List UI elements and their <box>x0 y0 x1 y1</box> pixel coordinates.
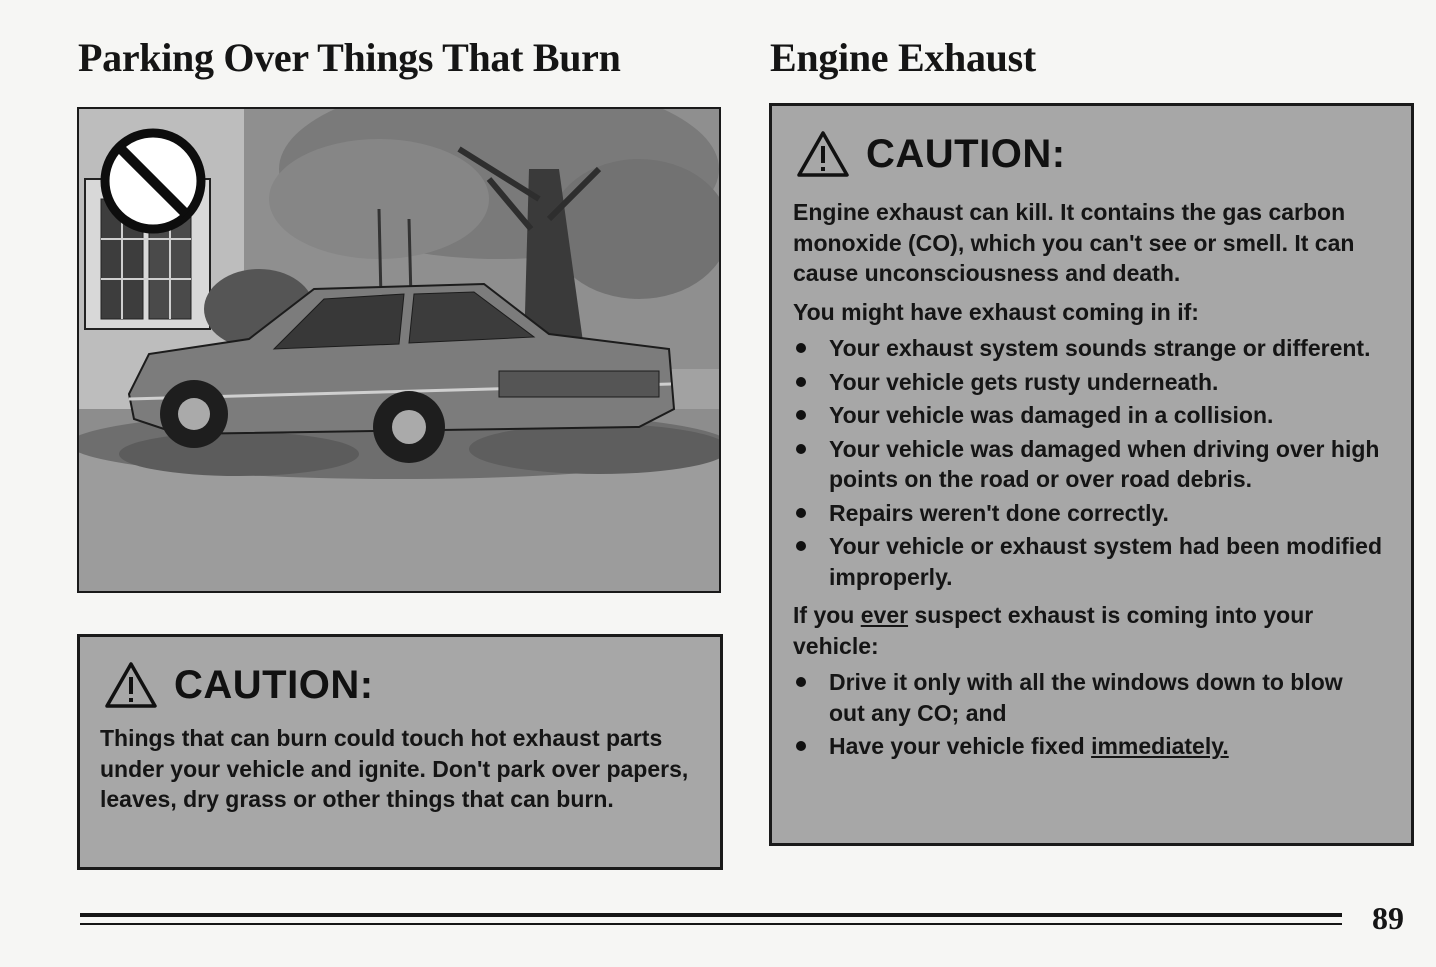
list-item <box>793 731 1383 762</box>
caution-label: CAUTION: <box>866 131 1066 176</box>
list-item: Your vehicle was damaged in a collision. <box>793 400 1383 431</box>
illustration-car-over-leaves <box>77 107 721 593</box>
caution-box-engine-exhaust <box>769 103 1414 846</box>
caution-box-parking <box>77 634 723 870</box>
action-emphasis: immediately. <box>1091 733 1229 759</box>
list-item: Drive it only with all the windows down to blow out any CO; and <box>793 667 1383 728</box>
caution-content <box>793 197 1383 765</box>
suspect-lead-emphasis: ever <box>860 602 909 628</box>
suspect-lead-before: If you <box>793 602 861 628</box>
suspect-lead <box>793 600 1383 661</box>
list-item: Your vehicle gets rusty underneath. <box>793 367 1383 398</box>
caution-label: CAUTION: <box>174 662 374 707</box>
no-symbol-icon <box>105 133 201 229</box>
list-item: Your exhaust system sounds strange or different. <box>793 333 1383 364</box>
section-heading-engine-exhaust: Engine Exhaust <box>770 35 1036 80</box>
page-number: 89 <box>1372 900 1404 936</box>
action-text: Have your vehicle fixed <box>829 733 1092 759</box>
conditions-list <box>793 333 1383 592</box>
list-item: Your vehicle or exhaust system had been modified improperly. <box>793 531 1383 592</box>
section-heading-parking: Parking Over Things That Burn <box>78 35 621 80</box>
warning-triangle-icon <box>104 661 158 709</box>
list-item: Repairs weren't done correctly. <box>793 498 1383 529</box>
actions-list <box>793 667 1383 762</box>
caution-text: Things that can burn could touch hot exhaust parts under your vehicle and ignite. Don't park over papers, leaves, dry grass or other things that can burn. <box>100 725 689 812</box>
caution-header <box>796 130 1066 178</box>
footer-rule <box>80 913 1342 917</box>
suspect-lead-after: suspect exhaust is coming into your vehicle: <box>793 602 1314 659</box>
caution-header <box>104 661 374 709</box>
conditions-lead: You might have exhaust coming in if: <box>793 298 1199 325</box>
caution-intro: Engine exhaust can kill. It contains the gas carbon monoxide (CO), which you can't see or smell. It can cause unconsciousness and death. <box>793 199 1355 286</box>
footer-rule <box>80 923 1342 925</box>
list-item: Your vehicle was damaged when driving over high points on the road or over road debris. <box>793 434 1383 495</box>
car-parked-on-leaves-illustration <box>79 109 719 591</box>
warning-triangle-icon <box>796 130 850 178</box>
